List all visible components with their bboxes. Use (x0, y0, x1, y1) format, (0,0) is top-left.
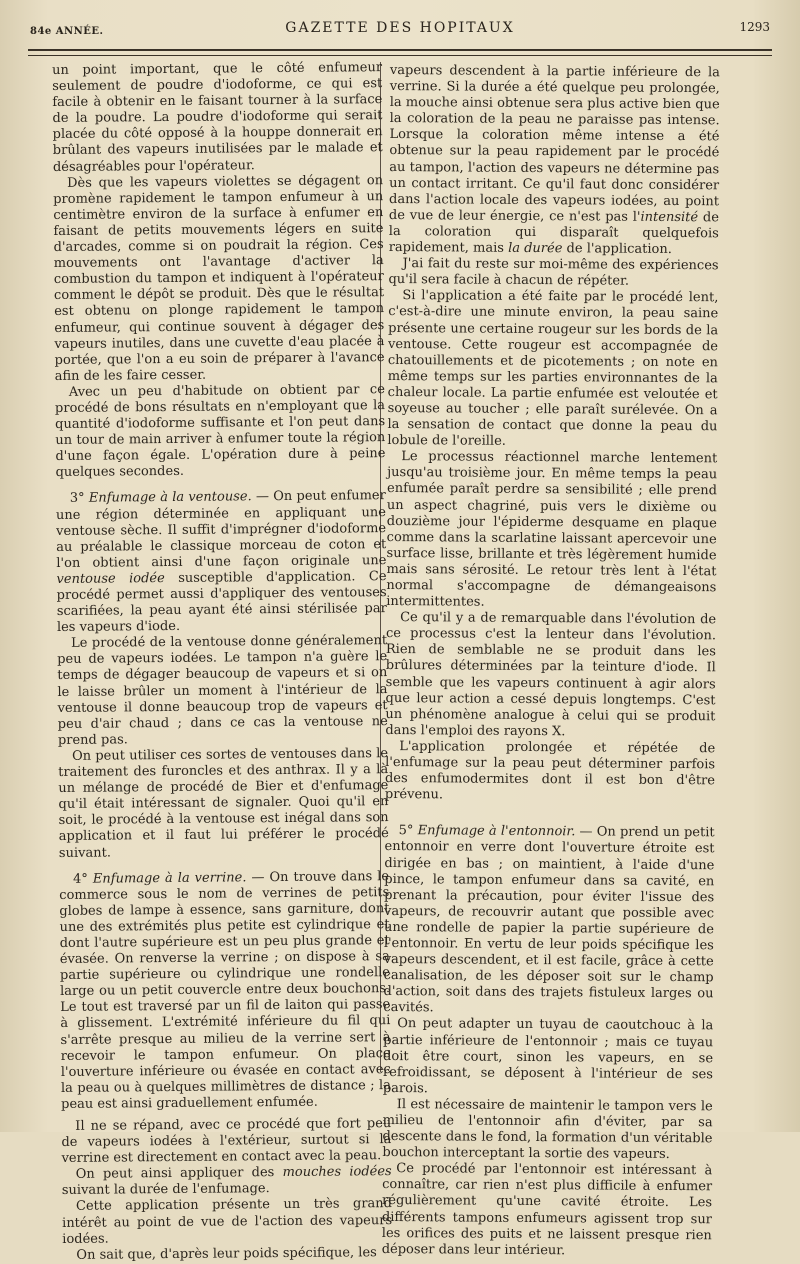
paragraph: Ce qu'il y a de remarquable dans l'évolution de ce processus c'est la lenteur dans l'évolution. Rien de semblable ne se produit dans les brûlures déterminées par la teinture d'iode. Il semble que les vapeurs continuent à agir alors que leur action a cessé depuis longtemps. C'est un phénomène analogue à celui qui se produit dans l'emploi des rayons X. (385, 610, 717, 740)
text-run: suivant la durée de l'enfumage. (61, 1181, 270, 1199)
paragraph: Dès que les vapeurs violettes se dégagent on promène rapidement le tampon enfumeur à un centimètre environ de la surface à enfumer en faisant de petits mouvements légers en suite d'arcades, comme si on poudrait la région. Ces mouvements ont l'avantage d'activer la combustion du tampon et indiquent à l'opérateur comment le dépôt se produit. Dès que le résultat est obtenu on plonge rapidement le tampon enfumeur, qui continue souvent à dégager des vapeurs inutiles, dans une cuvette d'eau placée à portée, que l'on a eu soin de préparer à l'avance afin de les faire cesser. (53, 172, 385, 384)
section-number: 5° (398, 823, 418, 839)
text-run: — On prend un petit entonnoir en verre dont l'ouverture étroite est dirigée en bas ; on maintient, à l'aide d'une pince, le tampon enfumeur dans sa cavité, en prenant la précaution, pour éviter l'issue des vapeurs, de recouvrir autant que possible avec une rondelle de papier la partie supérieure de l'entonnoir. En vertu de leur poids spécifique les vapeurs descendent, et il est facile, grâce à cette canalisation, de les déposer soit sur le champ d'action, soit dans des trajets fistuleux larges ou cavités. (383, 824, 715, 1016)
paragraph: On peut utiliser ces sortes de ventouses dans le traitement des furoncles et des anthrax. Il y a là un mélange de procédé de Bier et d'enfumage qu'il était intéressant de signaler. Quoi qu'il en soit, le procédé à la ventouse est inégal dans son application et il faut lui préférer le procédé suivant. (58, 746, 389, 861)
text-run: de la coloration qui disparaît quelquefois rapidement, mais (388, 209, 719, 256)
text-run: On peut ainsi appliquer des (75, 1165, 283, 1183)
text-run: de l'application. (562, 241, 672, 258)
paragraph (389, 63, 720, 258)
section-title: Enfumage à la verrine. (92, 869, 247, 887)
paragraph: Avec un peu d'habitude on obtient par ce procédé de bons résultats en n'employant que la quantité d'iodoforme suffisante et l'on peut dans un tour de main arriver à enfumer toute la région d'une façon égale. L'opération dure à peine quelques secondes. (54, 381, 386, 481)
text-run: susceptible d'application. Ce procédé permet aussi d'appliquer des ventouses scarifiées, la peau ayant été ainsi stérilisée par les vapeurs d'iode. (56, 569, 387, 636)
right-column (382, 63, 720, 1260)
text-run: vapeurs descendent à la partie inférieure de la verrine. Si la durée a été quelque peu prolongée, la mouche ainsi obtenue sera plus active bien que la coloration de la peau ne paraisse pas intense. Lorsque la coloration même intense a été obtenue sur la peau rapidement par le procédé au tampon, l'action des vapeurs ne détermine pas un contact irritant. Ce qu'il faut donc considérer dans l'action locale des vapeurs iodées, au point de vue de leur énergie, ce n'est pas l' (388, 63, 720, 225)
text-run: — On peut enfumer une région déterminée en appliquant une ventouse sèche. Il suffit d'imprégner d'iodoforme au préalable le classique morceau de coton et l'on obtient ainsi d'une façon originale une (55, 488, 387, 571)
journal-title: GAZETTE DES HOPITAUX (285, 20, 515, 36)
page-number: 1293 (739, 20, 770, 34)
paragraph: Si l'application a été faite par le procédé lent, c'est-à-dire une minute environ, la peau saine présente une certaine rougeur sur les bords de la ventouse. Cette rougeur est accompagnée de chatouillements et de picotements ; on note en même temps sur les parties environnantes de la chaleur locale. La partie enfumée est veloutée et soyeuse au toucher ; elle paraît surélevée. On a la sensation de contact que donne la peau du lobule de l'oreille. (387, 288, 719, 449)
paragraph: Cette application présente un très grand intérêt au point de vue de l'action des vapeurs iodées. (62, 1196, 393, 1247)
paragraph: un point important, que le côté enfumeur seulement de poudre d'iodoforme, ce qui est facile à obtenir en le faisant tourner à la surface de la poudre. La poudre d'iodoforme qui serait placée du côté opposé à la houppe donnerait en brûlant des vapeurs inutilisées par le malade et désagréables pour l'opérateur. (52, 60, 383, 175)
paragraph (62, 1164, 392, 1199)
section-number: 4° (73, 871, 93, 887)
paragraph: Il ne se répand, avec ce procédé que fort peu de vapeurs iodées à l'extérieur, surtout si la verrine est directement en contact avec la peau. (61, 1116, 392, 1167)
section-ventouse (56, 489, 387, 637)
emphasis: la durée (508, 240, 563, 257)
left-column (52, 60, 392, 1264)
paragraph: J'ai fait du reste sur moi-même des expériences qu'il sera facile à chacun de répéter. (388, 256, 719, 289)
paragraph: On sait que, d'après leur poids spécifique, les (76, 1244, 377, 1263)
page-header (30, 16, 770, 46)
emphasis: ventouse iodée (56, 570, 165, 587)
paragraph: Il est nécessaire de maintenir le tampon vers le milieu de l'entonnoir afin d'éviter, par sa descente dans le fond, la formation d'un véritable bouchon interceptant la sortie des vapeurs. (382, 1096, 713, 1163)
paragraph: Le procédé de la ventouse donne généralement peu de vapeurs iodées. Le tampon n'a guère le temps de dégager beaucoup de vapeurs et si on le laisse brûler un moment à l'intérieur de la ventouse il donne beaucoup trop de vapeurs et peu d'air chaud ; dans ce cas la ventouse ne prend pas. (57, 633, 388, 748)
paragraph: L'application prolongée et répétée de l'enfumage sur la peau peut déterminer parfois des enfumodermites dont il est bon d'être prévenu. (384, 739, 716, 803)
section-verrine (59, 869, 391, 1113)
edition-year: 84e ANNÉE. (30, 26, 104, 37)
emphasis: intensité (640, 209, 699, 225)
paragraph: Le processus réactionnel marche lentement jusqu'au troisième jour. En même temps la peau enfumée paraît perdre sa sensibilité ; elle prend un aspect chagriné, puis vers le dixième ou douzième jour l'épiderme desquame en plaque comme dans la scarlatine laissant apercevoir une surface lisse, brillante et très légèrement humide mais sans sérosité. Le retour très lent à l'état normal s'accompagne de démangeaisons intermittentes. (386, 449, 718, 610)
section-title: Enfumage à l'entonnoir. (417, 823, 576, 840)
section-number: 3° (69, 491, 89, 507)
header-rule (28, 49, 772, 56)
paragraph: Ce procédé par l'entonnoir est intéressant à connaître, car rien n'est plus difficile à enfumer régulièrement qu'une cavité étroite. Les différents tampons enfumeurs agissent trop sur les orifices des puits et ne laissent presque rien déposer dans leur intérieur. (381, 1161, 713, 1259)
emphasis: mouches iodées (282, 1164, 392, 1181)
section-entonnoir (383, 823, 714, 1018)
paragraph: On peut adapter un tuyau de caoutchouc à la partie inférieure de l'entonnoir ; mais ce tuyau doit être court, sinon les vapeurs, en se refroidissant, se déposent à l'intérieur de ses parois. (382, 1016, 714, 1097)
text-run: — On trouve dans le commerce sous le nom de verrines de petits globes de lampe à essence, sans garniture, dont une des extrémités plus petite est cylindrique et dont l'autre supérieure est un peu plus grande et évasée. On renverse la verrine ; on dispose à sa partie supérieure ou cylindrique une rondelle large ou un petit couvercle entre deux bouchons. Le tout est traversé par un fil de laiton qui passe à glissement. L'extrémité inférieure du fil qui s'arrête presque au milieu de la verrine sert à recevoir le tampon enfumeur. On place l'ouverture inférieure ou évasée en contact avec la peau ou à quelques millimètres de distance ; la peau est ainsi graduellement enfumée. (59, 868, 392, 1112)
section-title: Enfumage à la ventouse. (88, 489, 252, 507)
